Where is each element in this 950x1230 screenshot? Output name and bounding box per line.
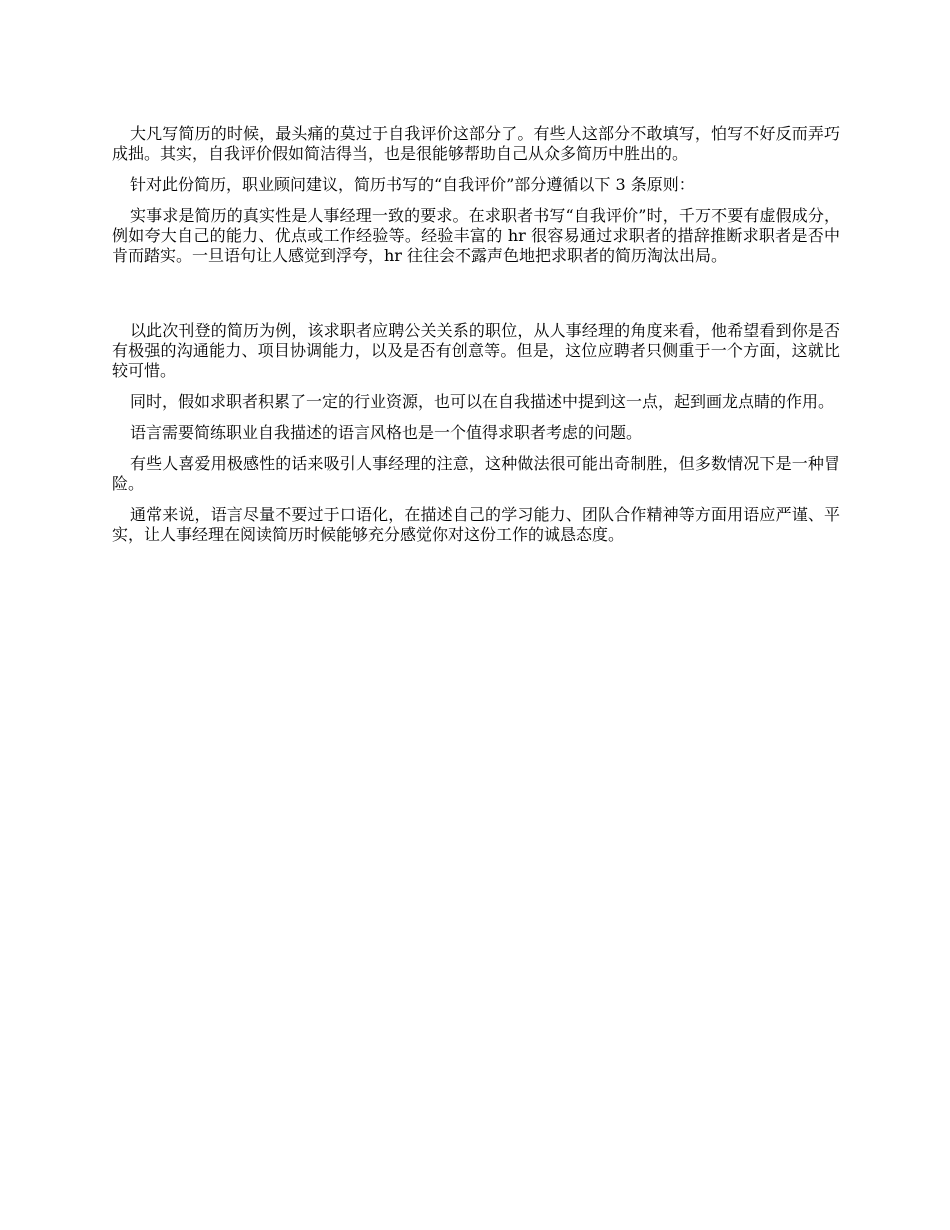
- paragraph-advice: 针对此份简历，职业顾问建议，简历书写的“自我评价”部分遵循以下 3 条原则：: [130, 175, 695, 194]
- paragraph-intro: 大凡写简历的时候，最头痛的莫过于自我评价这部分了。有些人这部分不敢填写，怕写不好反而弄巧成拙。其实，自我评价假如简洁得当，也是很能够帮助自己从众多简历中胜出的。: [112, 124, 840, 163]
- paragraph-resources: 同时，假如求职者积累了一定的行业资源，也可以在自我描述中提到这一点，起到画龙点睛的作用。: [130, 392, 835, 411]
- paragraph-conclusion: 通常来说，语言尽量不要过于口语化，在描述自己的学习能力、团队合作精神等方面用语应严谨、平实，让人事经理在阅读简历时候能够充分感觉你对这份工作的诚恳态度。: [112, 505, 840, 544]
- paragraph-principle-truth: 实事求是简历的真实性是人事经理一致的要求。在求职者书写“自我评价”时，千万不要有虚假成分，例如夸大自己的能力、优点或工作经验等。经验丰富的 hr 很容易通过求职者的措辞推断求职者是否中肯而踏实。一旦语句让人感觉到浮夸，hr 往往会不露声色地把求职者的简历淘汰出局。: [112, 206, 840, 265]
- paragraph-gap: [112, 277, 840, 321]
- paragraph-emotional-words: 有些人喜爱用极感性的话来吸引人事经理的注意，这种做法很可能出奇制胜，但多数情况下是一种冒险。: [112, 454, 840, 493]
- document-body: [112, 124, 840, 556]
- paragraph-principle-language: 语言需要简练职业自我描述的语言风格也是一个值得求职者考虑的问题。: [130, 423, 643, 442]
- paragraph-example: 以此次刊登的简历为例，该求职者应聘公关关系的职位，从人事经理的角度来看，他希望看到你是否有极强的沟通能力、项目协调能力，以及是否有创意等。但是，这位应聘者只侧重于一个方面，这就比较可惜。: [112, 321, 840, 380]
